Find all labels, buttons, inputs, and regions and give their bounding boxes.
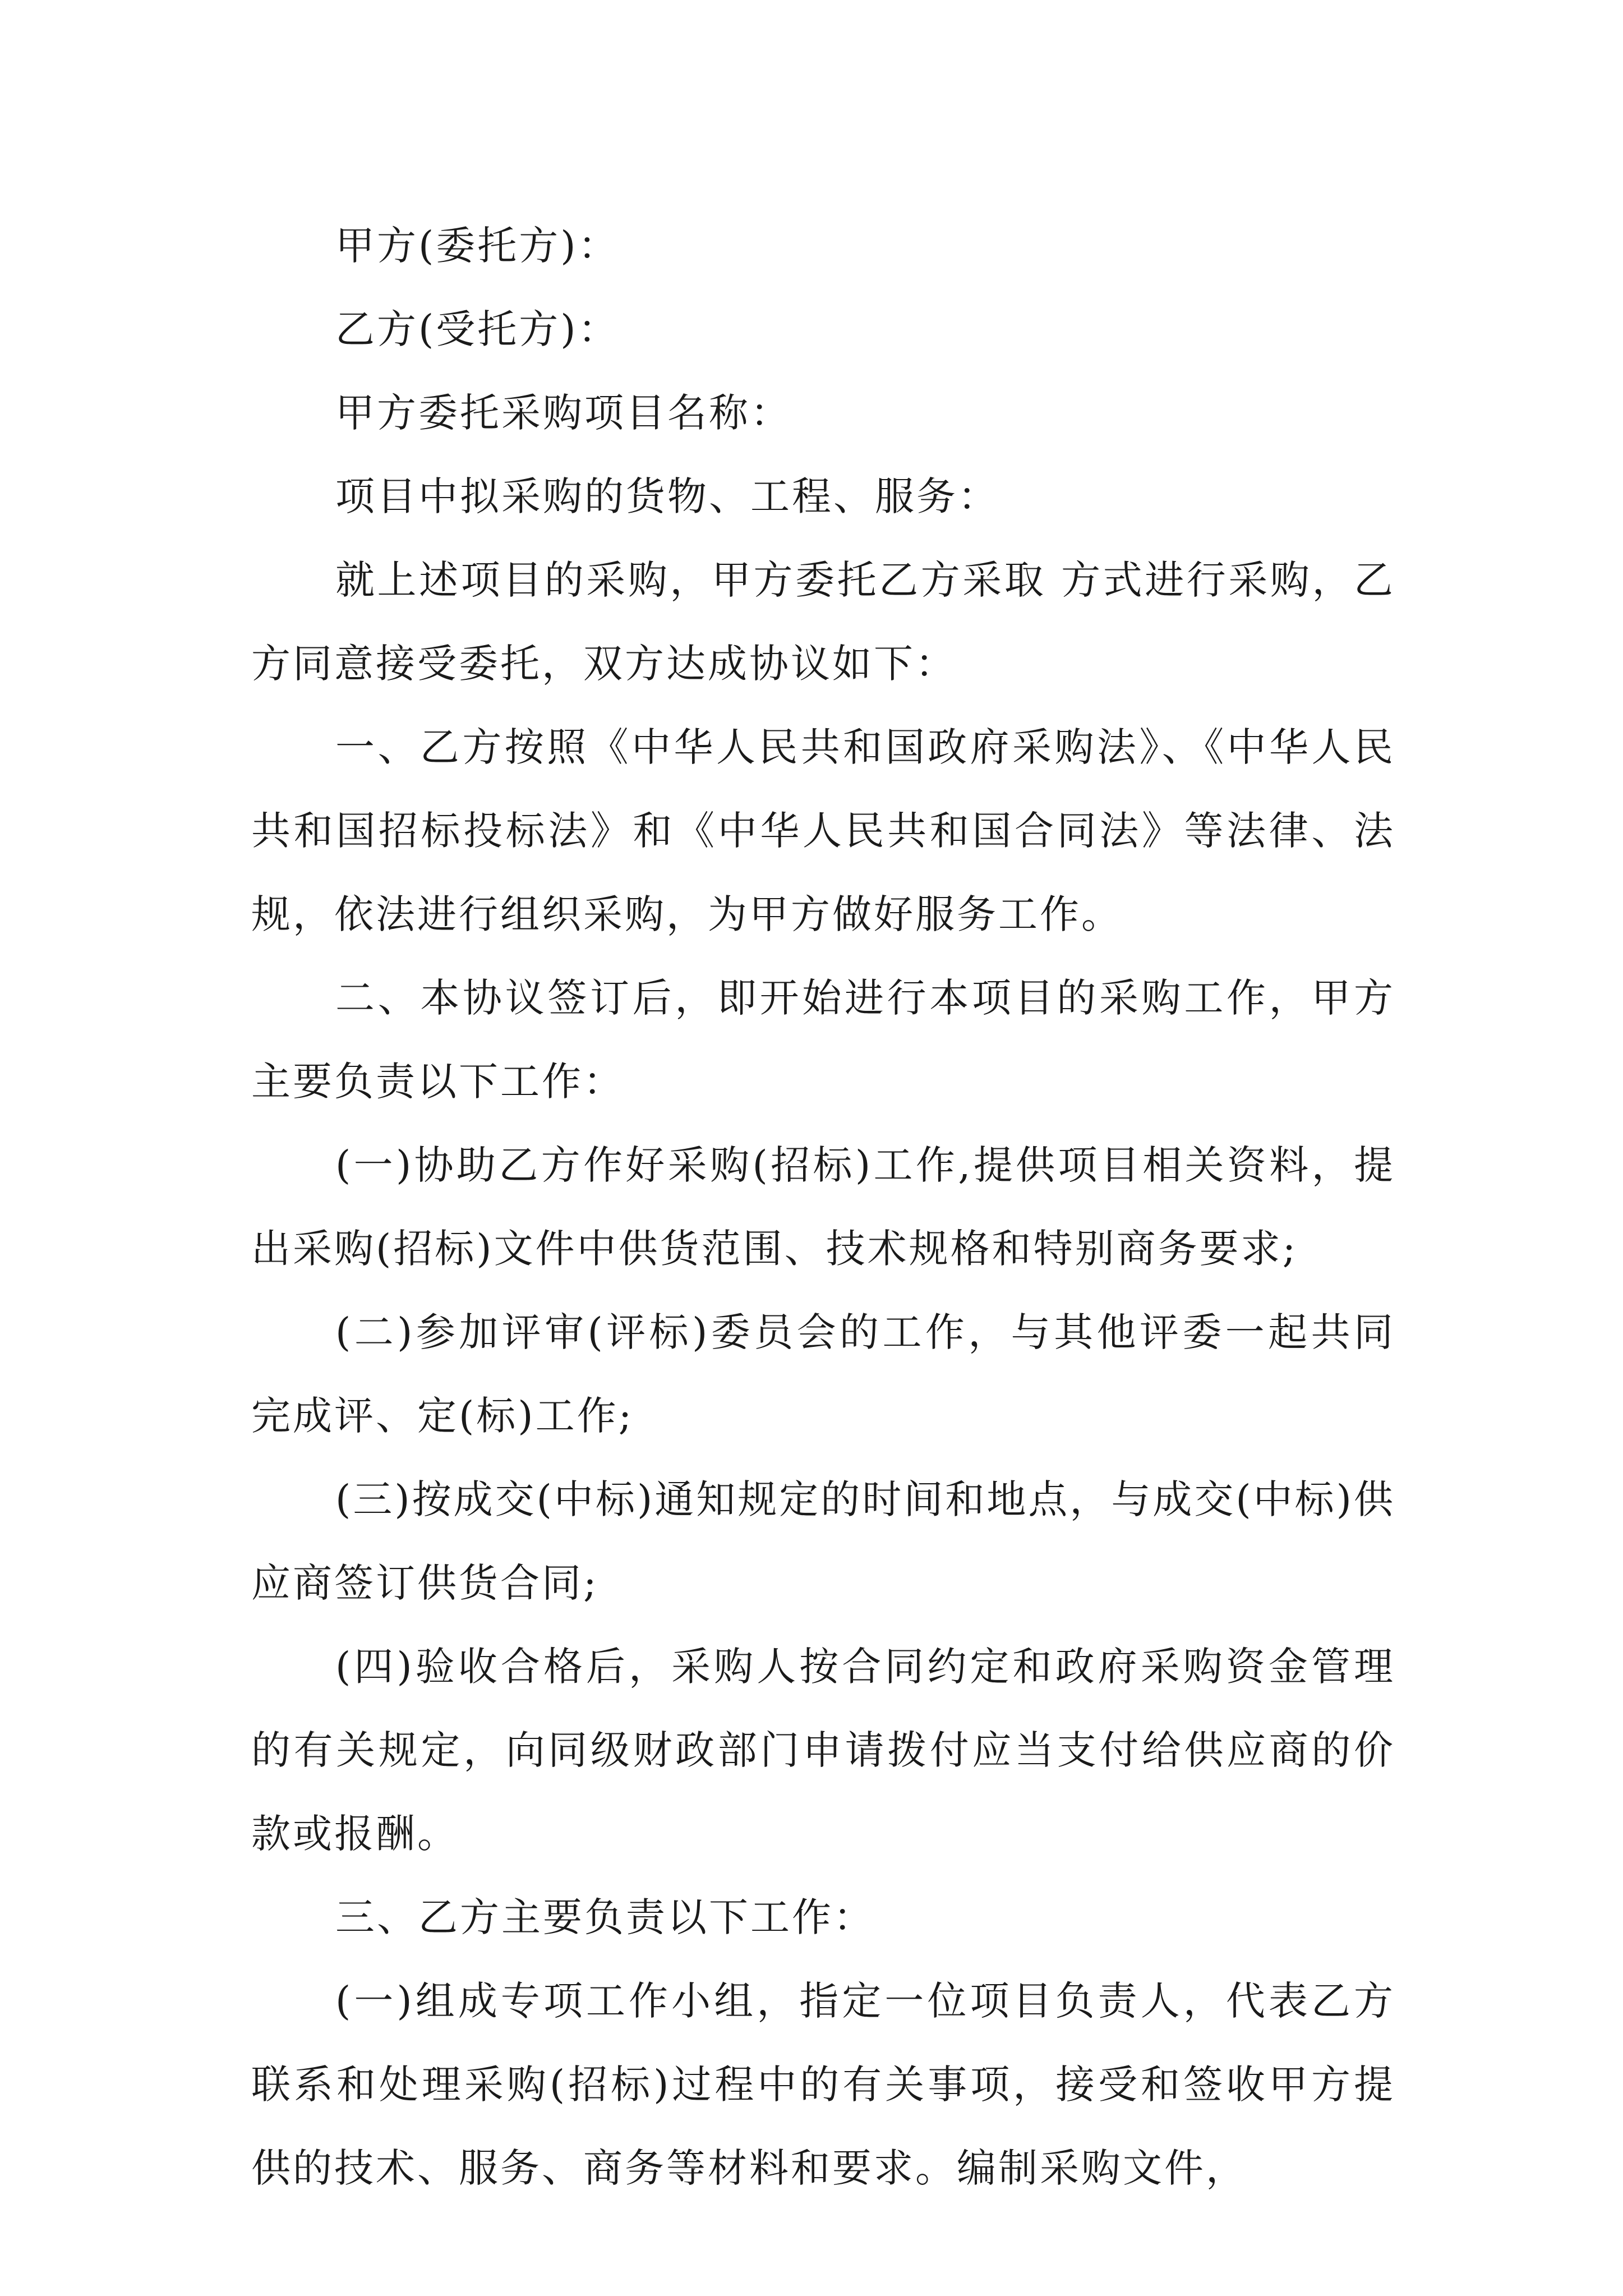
clause-2-item-2: (二)参加评审(评标)委员会的工作，与其他评委一起共同完成评、定(标)工作; xyxy=(251,1309,1395,1439)
clause-1: 一、乙方按照《中华人民共和国政府采购法》、《中华人民共和国招标投标法》和《中华人民共和国合同法》等法律、法规，依法进行组织采购，为甲方做好服务工作。 xyxy=(251,724,1395,937)
document-body xyxy=(251,204,1395,2210)
party-b-line: 乙方(受托方)： xyxy=(335,306,620,352)
procurement-items-line: 项目中拟采购的货物、工程、服务： xyxy=(335,473,999,519)
clause-3-item-1: (一)组成专项工作小组，指定一位项目负责人，代表乙方联系和处理采购(招标)过程中的有关事项，接受和签收甲方提供的技术、服务、商务等材料和要求。编制采购文件， xyxy=(251,1978,1395,2191)
project-name-line: 甲方委托采购项目名称： xyxy=(335,390,792,436)
clause-2-item-3: (三)按成交(中标)通知规定的时间和地点，与成交(中标)供应商签订供货合同; xyxy=(251,1476,1395,1606)
clause-3: 三、乙方主要负责以下工作： xyxy=(335,1894,875,1940)
clause-2-item-1: (一)协助乙方作好采购(招标)工作,提供项目相关资料，提出采购(招标)文件中供货范围、技术规格和特别商务要求; xyxy=(251,1142,1395,1272)
intro-paragraph: 就上述项目的采购，甲方委托乙方采取 方式进行采购，乙方同意接受委托，双方达成协议如下： xyxy=(251,557,1395,687)
clause-2-item-4: (四)验收合格后，采购人按合同约定和政府采购资金管理的有关规定，向同级财政部门申请拨付应当支付给供应商的价款或报酬。 xyxy=(251,1644,1395,1857)
party-a-line: 甲方(委托方)： xyxy=(335,223,620,269)
clause-2: 二、本协议签订后，即开始进行本项目的采购工作，甲方主要负责以下工作： xyxy=(251,975,1395,1105)
